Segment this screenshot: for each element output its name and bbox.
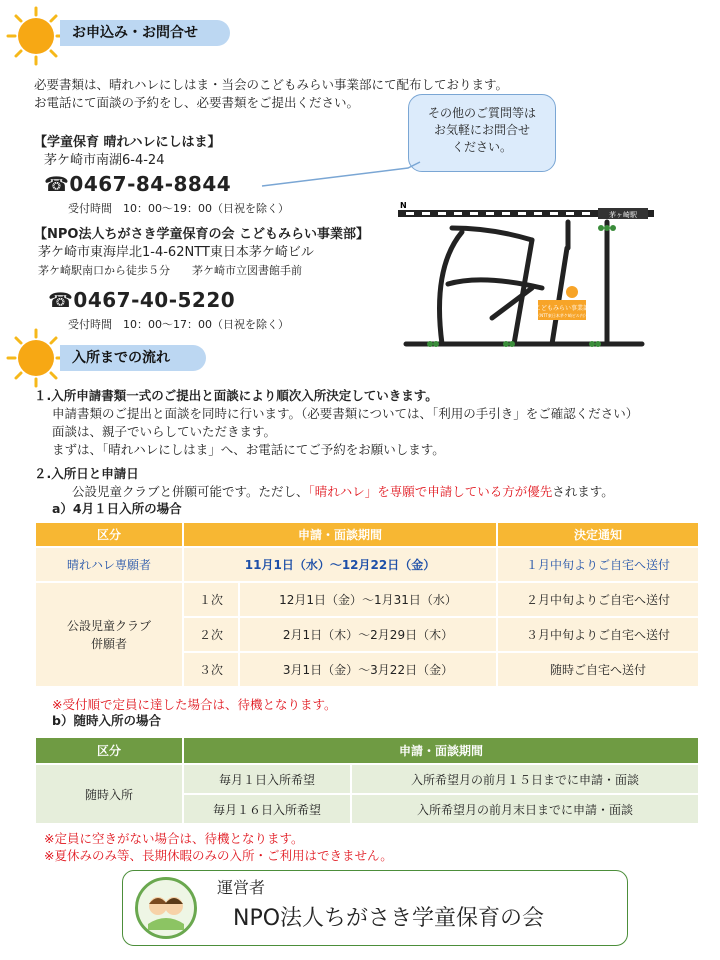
flow-step2-heading: ２.入所日と申請日 — [34, 466, 139, 481]
anytime-entry-table — [34, 736, 700, 825]
org-logo-icon — [135, 877, 197, 939]
section-title-flow: 入所までの流れ — [60, 345, 206, 371]
flow-step1-text-b: 面談は、親子でいらしていただきます。 — [52, 424, 277, 439]
bubble-tail — [260, 160, 440, 190]
table-cell: 毎月１日入所希望 — [183, 764, 351, 794]
flow-step2-text — [72, 483, 614, 501]
flow-step2-text-c: されます。 — [552, 484, 614, 499]
office1-hours: 受付時間 10：00～19：00（日祝を除く） — [68, 202, 289, 215]
table-header: 区分 — [35, 737, 183, 764]
office2-name: 【NPO法人ちがさき学童保育の会 こどもみらい事業部】 — [34, 227, 369, 242]
section-title-contact: お申込み・お問合せ — [60, 20, 230, 46]
table-cell: 随時ご自宅へ送付 — [497, 652, 699, 687]
table-header-row — [35, 522, 699, 547]
subheading-april: a）4月１日入所の場合 — [52, 501, 182, 516]
table-cell: 2月1日（木）～2月29日（木） — [239, 617, 497, 652]
office1-name: 【学童保育 晴れハレにしはま】 — [34, 135, 221, 150]
map-office-sub: （NTT東日本茅ケ崎ビル内） — [536, 313, 588, 318]
table-cell: ３次 — [183, 652, 239, 687]
table-cell: 3月1日（金）～3月22日（金） — [239, 652, 497, 687]
subheading-anytime: b）随時入所の場合 — [52, 713, 161, 728]
table-row — [35, 547, 699, 582]
flow-step1-heading: １.入所申請書類一式のご提出と面談により順次入所決定していきます。 — [34, 388, 438, 403]
table2-note-1: ※定員に空きがない場合は、待機となります。 — [44, 831, 304, 846]
table-header: 申請・面談期間 — [183, 737, 699, 764]
flow-step1-text-c: まずは、「晴れハレにしはま」へ、お電話にてご予約をお願いします。 — [52, 442, 445, 457]
office2-address: 茅ケ崎市東海岸北1-4-62NTT東日本茅ケ崎ビル — [38, 245, 314, 260]
group-label-2: 併願者 — [90, 636, 127, 651]
april-entry-table — [34, 521, 700, 688]
bubble-line-2: お気軽にお問合せ — [433, 123, 530, 137]
office2-access: 茅ケ崎駅南口から徒歩５分 茅ケ崎市立図書館手前 — [38, 264, 302, 277]
table2-note-2: ※夏休みのみ等、長期休暇のみの入所・ご利用はできません。 — [44, 848, 393, 863]
table-cell: 12月1日（金）～1月31日（水） — [239, 582, 497, 617]
sun-icon — [6, 328, 66, 388]
table-row — [35, 582, 699, 617]
office1-phone[interactable]: ☎0467-84-8844 — [44, 172, 232, 196]
office1-address: 茅ケ崎市南湖6-4-24 — [44, 153, 165, 168]
flow-step2-priority: 「晴れハレ」を専願で申請している方が優先 — [308, 484, 553, 499]
table-cell: １次 — [183, 582, 239, 617]
table-row — [35, 764, 699, 794]
flow-step2-text-a: 公設児童クラブと併願可能です。ただし、 — [72, 484, 309, 499]
table1-note: ※受付順で定員に達した場合は、待機となります。 — [52, 697, 337, 712]
intro-line-1: 必要書類は、晴れハレにしはま・当会のこどもみらい事業部にて配布しております。 — [34, 77, 509, 92]
table-cell: 晴れハレ専願者 — [35, 547, 183, 582]
table-cell: １月中旬よりご自宅へ送付 — [497, 547, 699, 582]
access-map — [392, 188, 658, 354]
operator-box — [122, 870, 628, 946]
intro-line-2: お電話にて面談の予約をし、必要書類をご提出ください。 — [34, 95, 360, 110]
table-cell: 11月1日（水）～12月22日（金） — [183, 547, 497, 582]
table-cell: 入所希望月の前月末日までに申請・面談 — [351, 794, 699, 824]
sun-icon — [6, 6, 66, 66]
table-cell-group: 随時入所 — [35, 764, 183, 824]
table-cell-group — [35, 582, 183, 687]
flow-step1-text-a: 申請書類のご提出と面談を同時に行います。（必要書類については、「利用の手引き」をご確認ください） — [52, 406, 639, 421]
table-cell: ２月中旬よりご自宅へ送付 — [497, 582, 699, 617]
table-header: 区分 — [35, 522, 183, 547]
footer-org-name: NPO法人ちがさき学童保育の会 — [233, 906, 545, 931]
office2-hours: 受付時間 10：00～17：00（日祝を除く） — [68, 318, 289, 331]
group-label-1: 公設児童クラブ — [66, 618, 151, 633]
table-header: 決定通知 — [497, 522, 699, 547]
office2-phone[interactable]: ☎0467-40-5220 — [48, 288, 236, 312]
table-cell: 毎月１６日入所希望 — [183, 794, 351, 824]
table-cell: ３月中旬よりご自宅へ送付 — [497, 617, 699, 652]
bubble-line-3: ください。 — [451, 140, 512, 154]
table-cell: ２次 — [183, 617, 239, 652]
bubble-line-1: その他のご質問等は — [427, 106, 536, 120]
map-north: N — [400, 201, 407, 210]
table-header: 申請・面談期間 — [183, 522, 497, 547]
table-header-row — [35, 737, 699, 764]
map-office-label: こどもみらい事業部 — [534, 305, 590, 312]
table-cell: 入所希望月の前月１５日までに申請・面談 — [351, 764, 699, 794]
footer-label: 運営者 — [217, 878, 266, 897]
map-station-label: 茅ヶ崎駅 — [609, 211, 637, 219]
